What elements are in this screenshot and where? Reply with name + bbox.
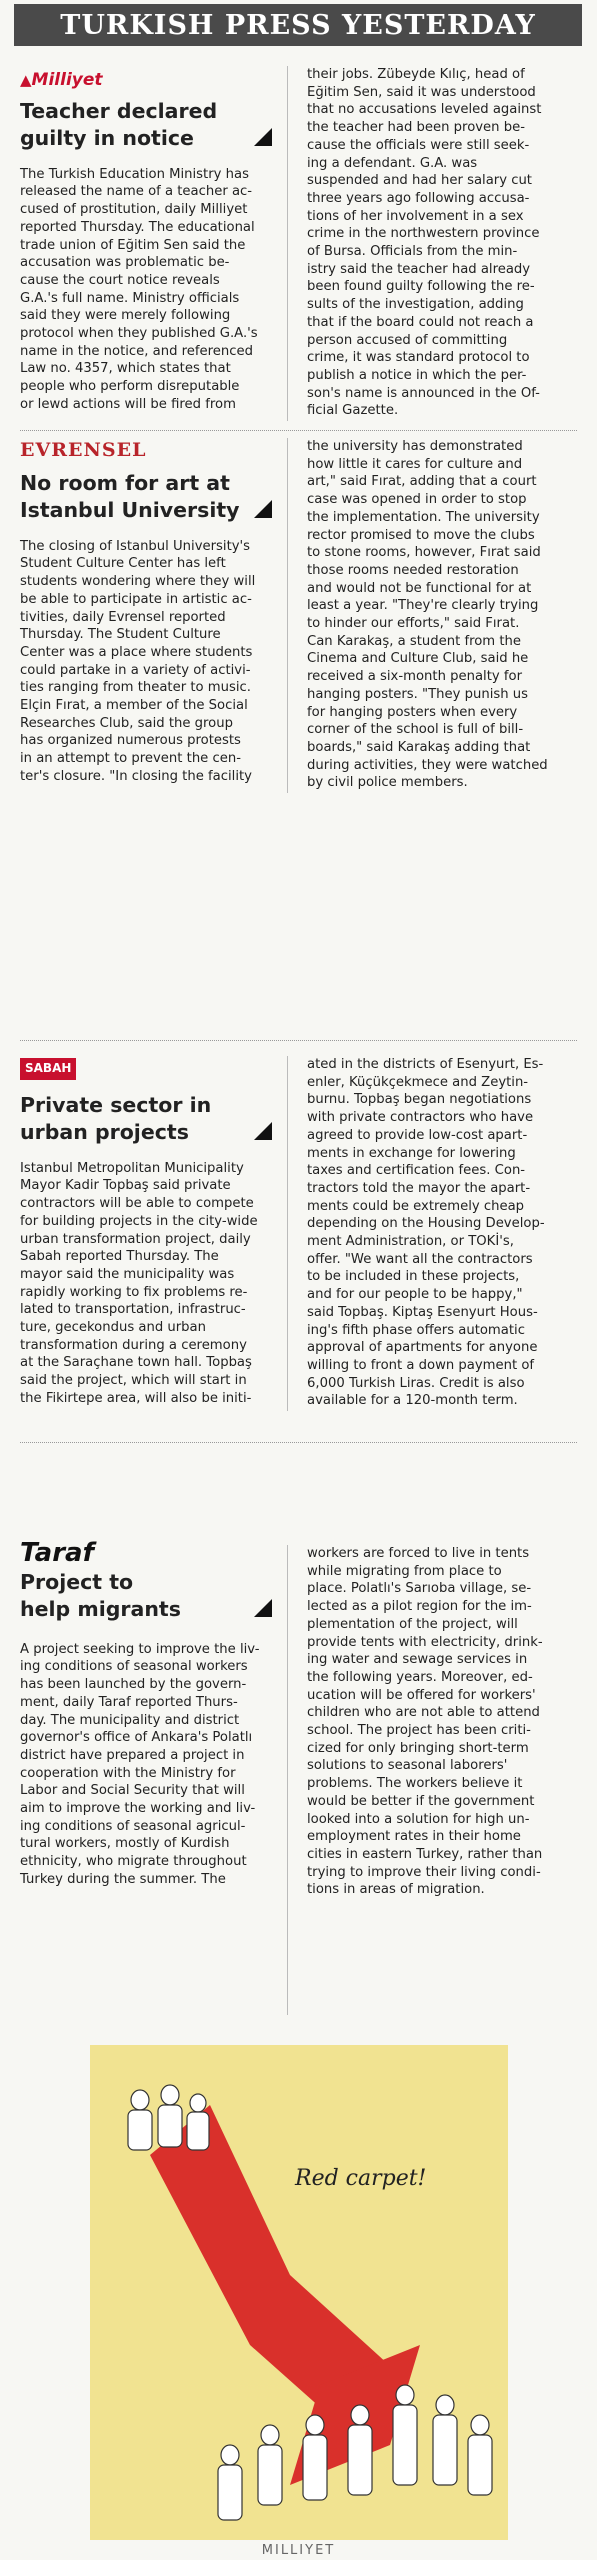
text-line: Law no. 4357, which states that [20, 361, 231, 377]
text-line: least a year. "They're clearly trying [307, 598, 539, 614]
text-line: rector promised to move the clubs [307, 527, 535, 543]
article-left-column [20, 438, 280, 786]
text-line: depending on the Housing Develop- [307, 1216, 545, 1232]
article-left-column [20, 66, 280, 414]
text-line: protocol when they published G.A.'s [20, 326, 258, 342]
text-line: to hinder our efforts," said Fırat. [307, 616, 520, 632]
text-line: Labor and Social Security that will [20, 1783, 245, 1799]
text-line: crime, it was standard protocol to [307, 350, 530, 366]
text-line: or lewd actions will be fired from [20, 396, 236, 412]
text-line: lected as a pilot region for the im- [307, 1599, 532, 1615]
text-line: released the name of a teacher ac- [20, 184, 253, 200]
text-line: three years ago following accusa- [307, 190, 530, 206]
text-line: said Topbaş. Kiptaş Esenyurt Hous- [307, 1304, 538, 1320]
headline: Project to help migrants [20, 1569, 280, 1623]
text-line: tions in areas of migration. [307, 1882, 485, 1898]
text-line: 6,000 Turkish Liras. Credit is also [307, 1375, 525, 1391]
text-line: Student Culture Center has left [20, 556, 226, 572]
text-line: looked into a solution for high un- [307, 1811, 530, 1827]
article-evrensel [20, 438, 577, 798]
text-line: trade union of Eğitim Sen said the [20, 237, 246, 253]
source-logo-milliyet: ▲Milliyet [20, 70, 103, 90]
text-line: son's name is announced in the Of- [307, 385, 540, 401]
text-line: boards," said Karakaş adding that [307, 739, 531, 755]
text-line: Mayor Kadir Topbaş said private [20, 1178, 231, 1194]
column-rule [287, 1056, 288, 1411]
headline-marker-icon [254, 500, 272, 518]
article-body-left [20, 538, 280, 786]
text-line: cause the court notice reveals [20, 272, 220, 288]
text-line: name in the notice, and referenced [20, 343, 253, 359]
column-rule [287, 1545, 288, 2015]
text-line: their jobs. Zübeyde Kılıç, head of [307, 67, 525, 82]
text-line: tural workers, mostly of Kurdish [20, 1836, 230, 1852]
text-line: approval of apartments for anyone [307, 1340, 538, 1356]
headline-marker-icon [254, 1599, 272, 1617]
text-line: employment rates in their home [307, 1829, 521, 1845]
text-line: be able to participate in artistic ac- [20, 591, 252, 607]
text-line: ture, gecekondus and urban [20, 1320, 206, 1336]
text-line: at the Saraçhane town hall. Topbaş [20, 1355, 252, 1371]
source-logo-evrensel: EVRENSEL [20, 439, 147, 461]
text-line: corner of the school is full of bill- [307, 722, 524, 738]
text-line: Sabah reported Thursday. The [20, 1249, 219, 1265]
text-line: cized for only bringing short-term [307, 1740, 529, 1756]
text-line: crime in the northwestern province [307, 226, 540, 242]
source-logo-sabah: SABAH [20, 1058, 280, 1080]
text-line: children who are not able to attend [307, 1705, 540, 1721]
text-line: case was opened in order to stop [307, 492, 527, 508]
text-line: Elçin Fırat, a member of the Social [20, 698, 248, 714]
text-line: mayor said the municipality was [20, 1266, 235, 1282]
text-line: agreed to provide low-cost apart- [307, 1127, 528, 1143]
text-line: in an attempt to prevent the cen- [20, 751, 241, 767]
text-line: Turkey during the summer. The [20, 1871, 226, 1887]
article-separator [20, 1442, 577, 1443]
text-line: contractors will be able to compete [20, 1196, 254, 1212]
article-sabah [20, 1056, 577, 1416]
text-line: Researches Club, said the group [20, 715, 233, 731]
text-line: enler, Küçükçekmece and Zeytin- [307, 1074, 529, 1090]
text-line: tions of her involvement in a sex [307, 208, 524, 224]
article-separator [20, 1040, 577, 1041]
text-line: tivities, daily Evrensel reported [20, 609, 226, 625]
text-line: Cinema and Culture Club, said he [307, 651, 529, 667]
article-left-column [20, 1056, 280, 1408]
text-line: offer. "We want all the contractors [307, 1251, 533, 1267]
text-line: while migrating from place to [307, 1563, 502, 1579]
text-line: ing conditions of seasonal workers [20, 1659, 248, 1675]
text-line: hanging posters. "They punish us [307, 686, 529, 702]
article-body-left [20, 1641, 280, 1889]
text-line: ter's closure. "In closing the facility [20, 768, 252, 784]
article-right-column [307, 438, 567, 792]
text-line: the teacher had been proven be- [307, 120, 525, 136]
text-line: urban transformation project, daily [20, 1231, 251, 1247]
text-line: people who perform disreputable [20, 379, 240, 395]
article-right-column [307, 1056, 567, 1410]
text-line: A project seeking to improve the liv- [20, 1641, 260, 1657]
text-line: ing's fifth phase offers automatic [307, 1322, 525, 1338]
text-line: place. Polatlı's Sarıoba village, se- [307, 1581, 532, 1597]
text-line: lated to transportation, infrastruc- [20, 1302, 246, 1318]
text-line: cooperation with the Ministry for [20, 1765, 236, 1781]
text-line: ated in the districts of Esenyurt, Es- [307, 1057, 544, 1072]
text-line: Center was a place where students [20, 644, 253, 660]
text-line: willing to front a down payment of [307, 1357, 535, 1373]
article-milliyet [20, 66, 577, 426]
article-left-column [20, 1538, 280, 1889]
text-line: The closing of Istanbul University's [20, 538, 251, 554]
text-line: cused of prostitution, daily Milliyet [20, 202, 248, 218]
text-line: accusation was problematic be- [20, 255, 230, 271]
headline: Private sector in urban projects [20, 1092, 280, 1146]
text-line: that no accusations leveled against [307, 102, 542, 118]
text-line: would be better if the government [307, 1793, 535, 1809]
text-line: art," said Fırat, adding that a court [307, 474, 537, 490]
text-line: governor's office of Ankara's Polatlı [20, 1730, 253, 1746]
text-line: Istanbul Metropolitan Municipality [20, 1160, 244, 1176]
text-line: person accused of committing [307, 332, 508, 348]
text-line: Thursday. The Student Culture [20, 627, 221, 643]
text-line: ucation will be offered for workers' [307, 1687, 536, 1703]
article-body-left [20, 1160, 280, 1408]
text-line: provide tents with electricity, drink- [307, 1634, 543, 1650]
text-line: the following years. Moreover, ed- [307, 1669, 533, 1685]
cartoon-caption: Red carpet! [295, 2166, 427, 2191]
text-line: Can Karakaş, a student from the [307, 633, 521, 649]
text-line: istry said the teacher had already [307, 261, 531, 277]
text-line: plementation of the project, will [307, 1616, 518, 1632]
text-line: ties ranging from theater to music. [20, 680, 251, 696]
text-line: and for our people to be happy," [307, 1287, 523, 1303]
text-line: sults of the investigation, adding [307, 297, 524, 313]
text-line: tractors told the mayor the apart- [307, 1180, 531, 1196]
article-taraf [20, 1538, 577, 2025]
text-line: rapidly working to fix problems re- [20, 1284, 248, 1300]
text-line: problems. The workers believe it [307, 1776, 523, 1792]
text-line: day. The municipality and district [20, 1712, 240, 1728]
column-rule [287, 66, 288, 421]
headline: Teacher declared guilty in notice [20, 98, 280, 152]
text-line: The Turkish Education Ministry has [20, 166, 249, 182]
article-body-left [20, 166, 280, 414]
text-line: by civil police members. [307, 775, 468, 791]
source-logo-taraf: Taraf [20, 1538, 94, 1568]
article-right-column [307, 66, 567, 420]
text-line: available for a 120-month term. [307, 1393, 518, 1409]
headline-marker-icon [254, 1122, 272, 1140]
text-line: to be included in these projects, [307, 1269, 520, 1285]
article-body-right [307, 66, 567, 420]
text-line: transformation during a ceremony [20, 1337, 247, 1353]
headline-marker-icon [254, 128, 272, 146]
text-line: cause the officials were still seek- [307, 137, 530, 153]
text-line: reported Thursday. The educational [20, 219, 255, 235]
article-body-right [307, 438, 567, 792]
text-line: could partake in a variety of activi- [20, 662, 251, 678]
text-line: received a six-month penalty for [307, 669, 523, 685]
article-right-column [307, 1545, 567, 1899]
text-line: with private contractors who have [307, 1110, 534, 1126]
article-body-right [307, 1545, 567, 1899]
text-line: ing conditions of seasonal agricul- [20, 1818, 246, 1834]
article-separator [20, 430, 577, 431]
text-line: the university has demonstrated [307, 439, 523, 454]
flame-icon: ▲ [20, 71, 32, 89]
text-line: for building projects in the city-wide [20, 1213, 258, 1229]
text-line: school. The project has been criti- [307, 1723, 531, 1739]
text-line: during activities, they were watched [307, 757, 548, 773]
text-line: and would not be functional for at [307, 580, 532, 596]
text-line: students wondering where they will [20, 574, 256, 590]
text-line: said they were merely following [20, 308, 231, 324]
text-line: aim to improve the working and liv- [20, 1801, 256, 1817]
text-line: those rooms needed restoration [307, 562, 519, 578]
text-line: that if the board could not reach a [307, 314, 534, 330]
text-line: trying to improve their living condi- [307, 1864, 541, 1880]
cartoon-drawing [90, 2045, 508, 2540]
text-line: said the project, which will start in [20, 1373, 247, 1389]
text-line: ments in exchange for lowering [307, 1145, 516, 1161]
headline: No room for art at Istanbul University [20, 470, 280, 524]
text-line: ments could be extremely cheap [307, 1198, 525, 1214]
text-line: has been launched by the govern- [20, 1677, 247, 1693]
text-line: workers are forced to live in tents [307, 1546, 530, 1561]
text-line: solutions to seasonal laborers' [307, 1758, 508, 1774]
text-line: has organized numerous protests [20, 733, 241, 749]
text-line: ficial Gazette. [307, 403, 399, 419]
text-line: publish a notice in which the per- [307, 367, 527, 383]
text-line: of Bursa. Officials from the min- [307, 244, 518, 260]
cartoon-illustration [90, 2045, 508, 2540]
column-rule [287, 438, 288, 793]
text-line: burnu. Topbaş began negotiations [307, 1092, 532, 1108]
text-line: the implementation. The university [307, 509, 540, 525]
text-line: how little it cares for culture and [307, 456, 523, 472]
text-line: suspended and had her salary cut [307, 173, 532, 189]
text-line: taxes and certification fees. Con- [307, 1163, 526, 1179]
text-line: ing water and sewage services in [307, 1652, 528, 1668]
text-line: ment Administration, or TOKİ's, [307, 1234, 514, 1250]
section-banner: TURKISH PRESS YESTERDAY [14, 4, 582, 46]
text-line: Eğitim Sen, said it was understood [307, 84, 536, 100]
page-footer: MILLIYET [261, 2543, 336, 2558]
article-body-right [307, 1056, 567, 1410]
text-line: ment, daily Taraf reported Thurs- [20, 1694, 238, 1710]
text-line: the Fikirtepe area, will also be initi- [20, 1390, 252, 1406]
text-line: to stone rooms, however, Fırat said [307, 545, 541, 561]
text-line: for hanging posters when every [307, 704, 518, 720]
text-line: cities in eastern Turkey, rather than [307, 1846, 543, 1862]
text-line: been found guilty following the re- [307, 279, 535, 295]
text-line: ing a defendant. G.A. was [307, 155, 478, 171]
text-line: ethnicity, who migrate throughout [20, 1854, 247, 1870]
text-line: district have prepared a project in [20, 1747, 245, 1763]
text-line: G.A.'s full name. Ministry officials [20, 290, 240, 306]
